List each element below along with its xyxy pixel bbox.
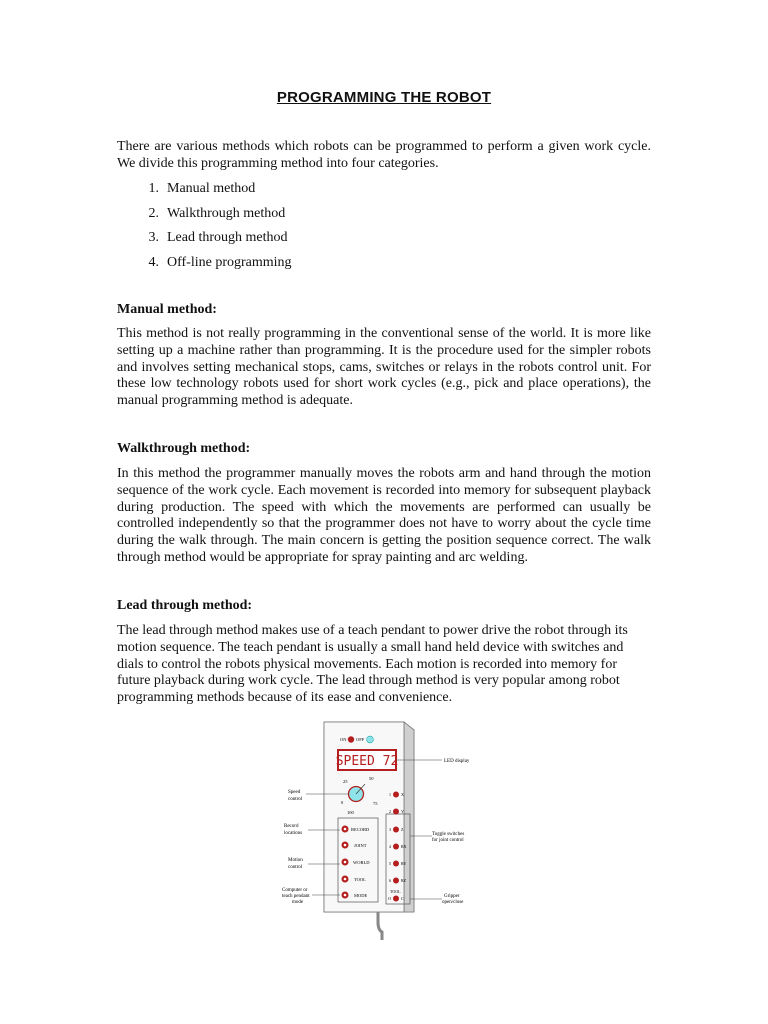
led-display-text: SPEED 72 <box>335 754 399 769</box>
record-button[interactable] <box>342 826 371 833</box>
svg-text:Z: Z <box>401 827 404 832</box>
svg-text:O: O <box>388 896 391 901</box>
walkthrough-method-body: In this method the programmer manually moves the robots arm and hand through the motion sequence of the work cycle. Each movement is recorded into memory for subsequent playback during production. The speed with which the movements are performed can usually be controlled independently so that the programmer does not have to worry about the cycle time during the walk through. The main concern is getting the position sequence correct. The walk through method would be appropriate for spray painting and arc welding. <box>117 466 651 565</box>
motion-control-label: Motion <box>288 858 303 863</box>
dial-tick: 25 <box>343 779 348 784</box>
list-item: 4. Off-line programming <box>148 254 292 270</box>
speed-control-label: Speed <box>288 790 301 795</box>
manual-method-heading: Manual method: <box>117 302 217 317</box>
gripper-label: open/close <box>442 900 464 905</box>
list-item: 1. Manual method <box>148 181 256 196</box>
computer-mode-label: mode <box>292 900 304 905</box>
svg-text:3: 3 <box>389 827 391 832</box>
svg-text:RZ: RZ <box>401 878 407 883</box>
tool-button-label: TOOL <box>354 877 366 882</box>
off-label: OFF <box>356 737 365 742</box>
page-title: PROGRAMMING THE ROBOT <box>276 89 492 106</box>
gripper-label: Gripper <box>444 894 460 899</box>
dial-tick: 75 <box>373 801 378 806</box>
svg-text:5: 5 <box>389 861 391 866</box>
svg-text:RY: RY <box>401 861 407 866</box>
svg-text:1: 1 <box>389 792 391 797</box>
joint-button[interactable] <box>342 842 367 849</box>
led-display-label: LED display <box>444 759 470 764</box>
record-locations-label: Record <box>284 824 299 829</box>
list-item: 3. Lead through method <box>148 230 288 245</box>
svg-text:X: X <box>401 792 404 797</box>
svg-text:RX: RX <box>401 844 407 849</box>
computer-mode-label: teach pendant <box>282 894 310 899</box>
teach-pendant-figure <box>282 718 484 940</box>
world-button[interactable] <box>342 859 371 866</box>
svg-text:4: 4 <box>389 844 391 849</box>
tool-label: TOOL <box>390 889 401 894</box>
on-label: ON <box>340 737 347 742</box>
svg-text:Y: Y <box>401 809 404 814</box>
gripper-toggle[interactable] <box>388 896 404 902</box>
record-locations-label: locations <box>284 831 303 836</box>
dial-tick: 100 <box>347 810 354 815</box>
svg-text:C: C <box>401 896 404 901</box>
leadthrough-method-body: The lead through method makes use of a teach pendant to power drive the robot through its motion sequence. The teach pendant is usually a small hand held device with switches and dials to control the robots physical movements. Each motion is recorded into memory for future playback during work cycle. The lead through method is very popular among robot programming methods because of its ease and convenience. <box>117 623 628 706</box>
computer-mode-label: Computer or <box>282 888 308 893</box>
mode-button-label: MODE <box>354 893 368 898</box>
power-indicator-icon <box>367 736 374 743</box>
record-button-label: RECORD <box>351 827 370 832</box>
dial-tick: 0 <box>341 800 344 805</box>
toggle-switches-label: for joint control <box>432 838 464 843</box>
intro-paragraph: There are various methods which robots can be programmed to perform a given work cycle. We divide this programming method into four categories. <box>117 139 651 171</box>
tool-button[interactable] <box>342 876 367 883</box>
walkthrough-method-heading: Walkthrough method: <box>117 441 251 456</box>
svg-text:6: 6 <box>389 878 391 883</box>
svg-text:2: 2 <box>389 809 391 814</box>
manual-method-body: This method is not really programming in the conventional sense of the world. It is more like setting up a machine rather than programming. It is the procedure used for the simpler robots and involves setting mechanical stops, cams, switches or relays in the robots control unit. For these low technology robots used for short work cycles (e.g., pick and place operations), the manual programming method is adequate. <box>117 326 651 409</box>
joint-button-label: JOINT <box>354 843 367 848</box>
speed-control-label: control <box>288 797 303 802</box>
toggle-switches-label: Toggle switches <box>432 832 465 837</box>
on-switch-icon <box>348 736 354 742</box>
list-item: 2. Walkthrough method <box>148 205 286 221</box>
mode-button[interactable] <box>342 892 368 899</box>
world-button-label: WORLD <box>353 860 370 865</box>
leadthrough-method-heading: Lead through method: <box>117 598 253 613</box>
methods-list <box>117 181 292 279</box>
motion-control-label: control <box>288 865 303 870</box>
dial-tick: 50 <box>369 776 374 781</box>
